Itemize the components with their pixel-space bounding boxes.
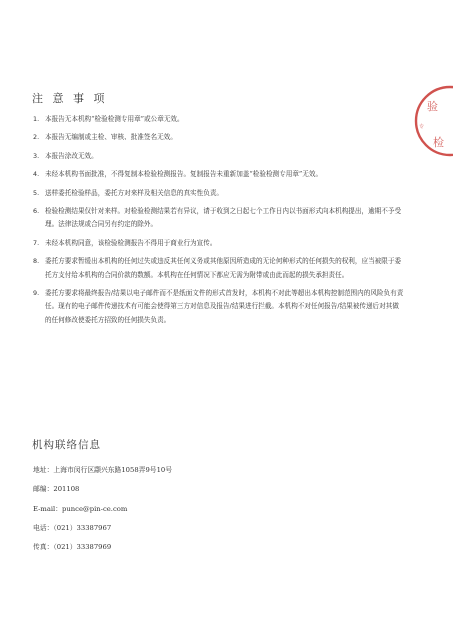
notice-item-number: 3.	[33, 151, 40, 160]
contact-info-list	[33, 461, 172, 557]
notice-item-text: 本报告涂改无效。	[45, 151, 98, 160]
notice-item-number: 9.	[33, 289, 40, 298]
notice-item	[33, 255, 405, 282]
notice-item	[33, 168, 405, 181]
seal-char: 专	[419, 124, 425, 130]
seal-stamp-icon	[413, 84, 453, 158]
notice-item-number: 7.	[33, 238, 40, 247]
contact-postcode: 邮编：201108	[33, 485, 80, 494]
notice-item-text: 本报告无本机构“检验检测专用章”或公章无效。	[45, 115, 184, 123]
notice-item-number: 6.	[33, 207, 40, 216]
notice-item-text: 委托方要求暂缓出本机构的任何过失或违反其任何义务或其他原因所造成的无论何种形式的任何损失的权利，应当被限于委托方支付给本机构的合同价款的数额。本机构在任何情况下都应无需为附带或由此而起的损失承担责任。	[45, 257, 402, 279]
notice-item-text: 本报告无编制或主检、审核、批准签名无效。	[45, 133, 177, 142]
notice-item-number: 4.	[33, 170, 40, 179]
notice-item-number: 2.	[33, 133, 40, 142]
notice-item	[33, 287, 405, 327]
contact-address: 地址：上海市闵行区颛兴东路1058弄9号10号	[33, 466, 173, 474]
notice-title: 注 意 事 项	[32, 92, 108, 105]
notice-item	[33, 150, 405, 163]
contact-phone: 电话：（021）33387967	[33, 523, 112, 532]
notice-item-number: 8.	[33, 257, 40, 266]
notice-item-number: 1.	[33, 115, 40, 123]
seal-char: 检	[433, 136, 444, 149]
notice-item-text: 委托方要求将最终报告/结果以电子邮件而不是纸面文件的形式首发时，本机构不对此等超出本机构控制范围内的风险负有责任。现有的电子邮件传递技术有可能会使得第三方对信息及报告/结果进行拦截。本机构不对任何报告/结果被传递后对其做的任何修改使委托方招致的任何损失负责。	[45, 289, 404, 324]
notice-item	[33, 187, 405, 200]
contact-info-title: 机构联络信息	[32, 439, 101, 451]
notice-item	[33, 113, 405, 126]
notice-item	[33, 205, 405, 232]
contact-email: E-mail：punce@pin-ce.com	[33, 504, 128, 513]
seal-char: 验	[427, 100, 438, 113]
notice-item	[33, 237, 405, 250]
notice-item-text: 未经本机构同意，该检验检测报告不得用于商业行为宣传。	[45, 238, 217, 247]
notice-item-number: 5.	[33, 188, 40, 197]
notice-item-text: 未经本机构书面批准，不得复制本检验检测报告。复制报告未重新加盖“检验检测专用章”无效。	[45, 170, 323, 179]
contact-fax: 传真：（021）33387969	[33, 543, 112, 552]
notice-item	[33, 131, 405, 144]
notice-list	[33, 113, 405, 332]
notice-item-text: 检验检测结果仅针对来样。对检验检测结果若有异议，请于收到之日起七个工作日内以书面形式向本机构提出，逾期不予受理。法律法规或合同另有约定的除外。	[45, 207, 402, 229]
notice-item-text: 送样委托检验样品，委托方对来样及相关信息的真实性负责。	[45, 188, 224, 197]
